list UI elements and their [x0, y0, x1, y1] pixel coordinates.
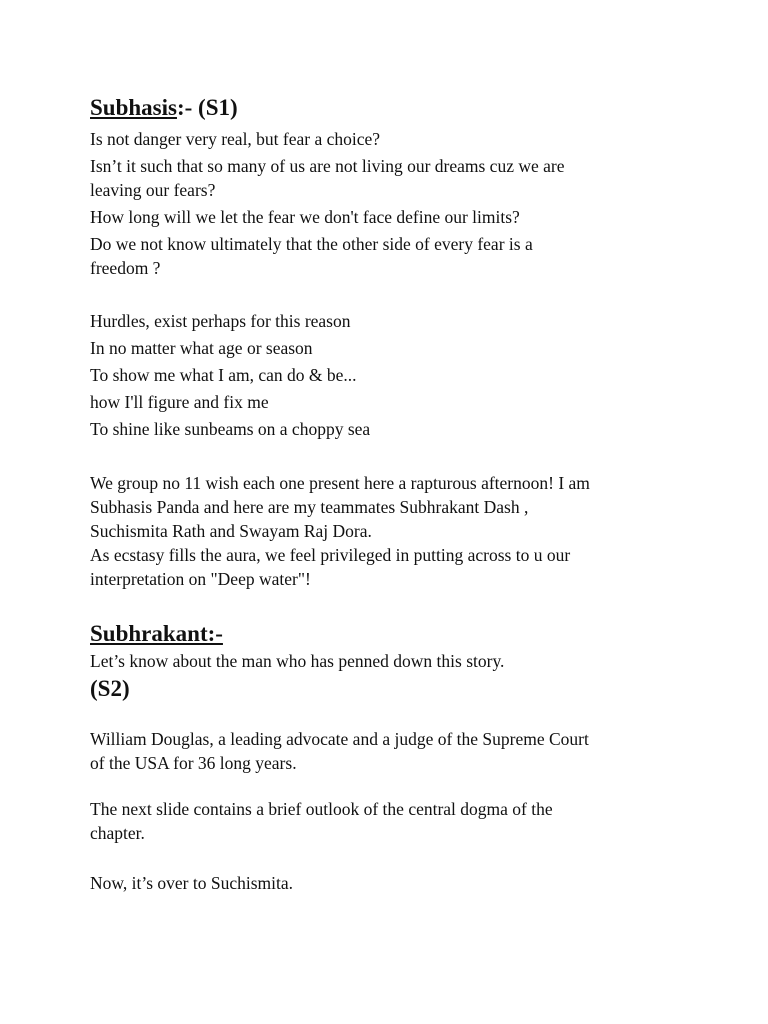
poem-line: Hurdles, exist perhaps for this reason — [90, 311, 351, 331]
s1-intro-paragraph — [90, 471, 710, 591]
intro-line: We group no 11 wish each one present here a rapturous afternoon! I am — [90, 473, 590, 493]
s1-questions — [90, 127, 710, 280]
next-line: The next slide contains a brief outlook of the central dogma of the — [90, 799, 553, 819]
s2-slide-tag: (S2) — [90, 676, 130, 701]
question-line: Isn’t it such that so many of us are not living our dreams cuz we are — [90, 156, 565, 176]
s2-lead: Let’s know about the man who has penned down this story. — [90, 651, 505, 671]
poem-line: how I'll figure and fix me — [90, 392, 269, 412]
s1-speaker-name: Subhasis — [90, 95, 177, 120]
s2-bio-paragraph — [90, 727, 710, 775]
question-line: freedom ? — [90, 258, 161, 278]
intro-line: As ecstasy fills the aura, we feel privileged in putting across to u our — [90, 545, 571, 565]
bio-line: of the USA for 36 long years. — [90, 753, 297, 773]
s2-handover: Now, it’s over to Suchismita. — [90, 873, 294, 893]
intro-line: Suchismita Rath and Swayam Raj Dora. — [90, 521, 372, 541]
s2-heading: Subhrakant:- — [90, 621, 223, 646]
question-line: How long will we let the fear we don't face define our limits? — [90, 207, 520, 227]
s1-heading — [90, 94, 710, 122]
intro-line: interpretation on "Deep water"! — [90, 569, 311, 589]
poem-line: To shine like sunbeams on a choppy sea — [90, 419, 371, 439]
next-line: chapter. — [90, 823, 145, 843]
poem-line: In no matter what age or season — [90, 338, 313, 358]
s1-heading-suffix: :- (S1) — [176, 95, 238, 120]
intro-line: Subhasis Panda and here are my teammates Subhrakant Dash , — [90, 497, 529, 517]
poem-line: To show me what I am, can do & be... — [90, 365, 357, 385]
question-line: leaving our fears? — [90, 180, 216, 200]
s2-next-paragraph — [90, 797, 710, 845]
question-line: Do we not know ultimately that the other side of every fear is a — [90, 234, 533, 254]
s1-poem — [90, 309, 710, 441]
bio-line: William Douglas, a leading advocate and a judge of the Supreme Court — [90, 729, 589, 749]
question-line: Is not danger very real, but fear a choice? — [90, 129, 381, 149]
